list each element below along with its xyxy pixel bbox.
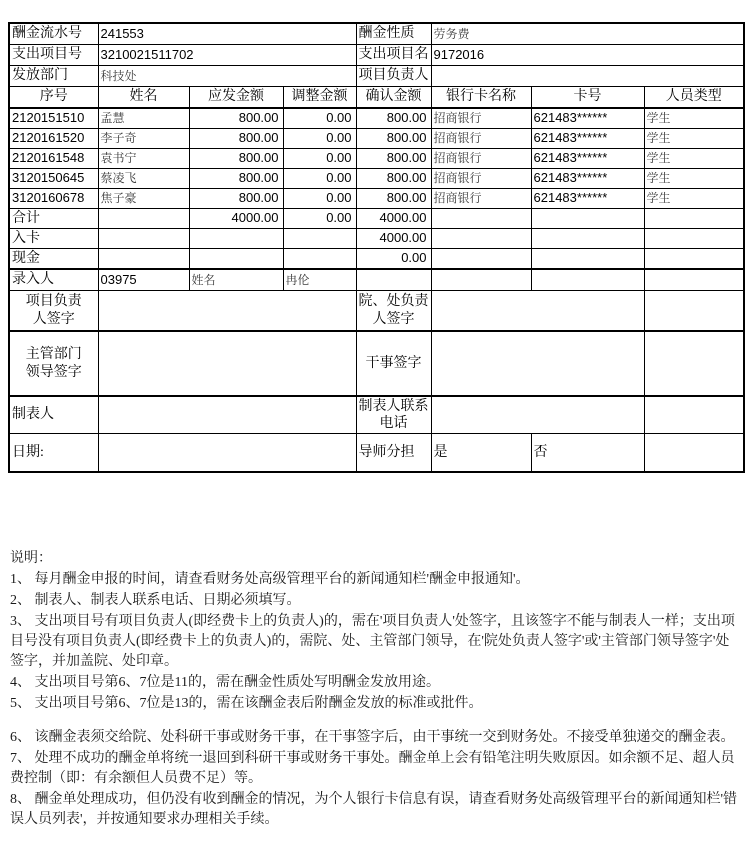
dept-head-sign-area <box>431 291 644 332</box>
cell-card: 621483****** <box>531 169 644 189</box>
empty-cell <box>644 396 744 434</box>
recorder-row <box>9 269 744 291</box>
dept-label: 发放部门 <box>9 66 98 87</box>
dept-value: 科技处 <box>98 66 356 87</box>
note-item: 1、 每月酬金申报的时间，请查看财务处高级管理平台的新闻通知栏'酬金申报通知'。 <box>10 572 530 587</box>
total-confirm: 4000.00 <box>356 209 431 229</box>
empty-cell <box>644 249 744 270</box>
empty-cell <box>98 209 189 229</box>
notes-section <box>10 549 740 830</box>
empty-cell <box>189 249 283 270</box>
cell-confirm: 800.00 <box>356 108 431 129</box>
card-in-confirm: 4000.00 <box>356 229 431 249</box>
expense-no-label: 支出项目号 <box>9 45 98 66</box>
cell-bank: 招商银行 <box>431 149 531 169</box>
cell-name: 焦子豪 <box>98 189 189 209</box>
table-row <box>9 129 744 149</box>
cell-card: 621483****** <box>531 129 644 149</box>
cell-bank: 招商银行 <box>431 169 531 189</box>
table-row <box>9 169 744 189</box>
tutor-share-yes: 是 <box>431 434 531 473</box>
cell-seq: 3120160678 <box>9 189 98 209</box>
empty-cell <box>283 229 356 249</box>
empty-cell <box>644 434 744 473</box>
note-item: 4、 支出项目号第6、7位是11的，需在酬金性质处写明酬金发放用途。 <box>10 675 440 690</box>
expense-name-value: 9172016 <box>431 45 744 66</box>
cell-name: 蔡凌飞 <box>98 169 189 189</box>
empty-cell <box>531 209 644 229</box>
total-label: 合计 <box>9 209 98 229</box>
table-row <box>9 189 744 209</box>
leader-label: 项目负责人 <box>356 66 431 87</box>
note-item: 8、 酬金单处理成功，但仍没有收到酬金的情况，为个人银行卡信息有误，请查看财务处高级管理平台的新闻通知栏'错误人员列表'，并按通知要求办理相关手续。 <box>10 792 738 827</box>
table-row <box>9 149 744 169</box>
cell-payable: 800.00 <box>189 129 283 149</box>
empty-cell <box>98 229 189 249</box>
recorder-label: 录入人 <box>9 269 98 291</box>
clerk-sign-area <box>431 331 644 396</box>
cell-confirm: 800.00 <box>356 189 431 209</box>
empty-cell <box>644 331 744 396</box>
remuneration-form-table <box>8 22 745 473</box>
note-item: 5、 支出项目号第6、7位是13的，需在该酬金表后附酬金发放的标准或批件。 <box>10 696 483 711</box>
recorder-code: 03975 <box>98 269 189 291</box>
cash-row <box>9 249 744 270</box>
signature-row-2 <box>9 331 744 396</box>
cell-bank: 招商银行 <box>431 129 531 149</box>
total-payable: 4000.00 <box>189 209 283 229</box>
empty-cell <box>644 269 744 291</box>
preparer-label: 制表人 <box>9 396 98 434</box>
note-item: 3、 支出项目号有项目负责人(即经费卡上的负责人)的，需在'项目负责人'处签字，且该签字不能与制表人一样；支出项目号没有项目负责人(即经费卡上的负责人)的，需院、处、主管部门领导，在'院处负责人签字'或'主管部门领导签字'处签字，并加盖院、处印章。 <box>10 614 735 669</box>
col-header-name: 姓名 <box>98 87 189 109</box>
note-item: 2、 制表人、制表人联系电话、日期必须填写。 <box>10 593 301 608</box>
card-in-row <box>9 229 744 249</box>
col-header-confirm: 确认金额 <box>356 87 431 109</box>
cash-label: 现金 <box>9 249 98 270</box>
serial-no-value: 241553 <box>98 23 356 45</box>
cell-card: 621483****** <box>531 189 644 209</box>
cell-confirm: 800.00 <box>356 169 431 189</box>
cell-payable: 800.00 <box>189 108 283 129</box>
empty-cell <box>531 269 644 291</box>
preparer-area <box>98 396 356 434</box>
card-in-label: 入卡 <box>9 229 98 249</box>
date-row <box>9 434 744 473</box>
cell-type: 学生 <box>644 169 744 189</box>
cell-seq: 2120161548 <box>9 149 98 169</box>
col-header-card: 卡号 <box>531 87 644 109</box>
col-header-payable: 应发金额 <box>189 87 283 109</box>
col-header-bank: 银行卡名称 <box>431 87 531 109</box>
empty-cell <box>644 209 744 229</box>
nature-value: 劳务费 <box>431 23 744 45</box>
cell-confirm: 800.00 <box>356 129 431 149</box>
empty-cell <box>189 229 283 249</box>
notes-title: 说明： <box>10 551 52 566</box>
preparer-row <box>9 396 744 434</box>
cell-adjust: 0.00 <box>283 189 356 209</box>
empty-cell <box>283 249 356 270</box>
dept-head-sign-label: 院、处负责人签字 <box>356 291 431 332</box>
note-item: 6、 该酬金表须交给院、处科研干事或财务干事，在干事签字后，由干事统一交到财务处。不接受单独递交的酬金表。 <box>10 730 735 745</box>
empty-cell <box>431 209 531 229</box>
cell-type: 学生 <box>644 149 744 169</box>
signature-row-1 <box>9 291 744 332</box>
clerk-sign-label: 干事签字 <box>356 331 431 396</box>
cash-confirm: 0.00 <box>356 249 431 270</box>
leader-value <box>431 66 744 87</box>
empty-cell <box>431 229 531 249</box>
date-area <box>98 434 356 473</box>
tutor-share-label: 导师分担 <box>356 434 431 473</box>
col-header-type: 人员类型 <box>644 87 744 109</box>
cell-type: 学生 <box>644 129 744 149</box>
cell-name: 袁书宁 <box>98 149 189 169</box>
recorder-name-value: 冉伦 <box>283 269 356 291</box>
cell-seq: 2120161520 <box>9 129 98 149</box>
cell-adjust: 0.00 <box>283 169 356 189</box>
cell-payable: 800.00 <box>189 149 283 169</box>
empty-cell <box>431 269 531 291</box>
project-leader-sign-label: 项目负责人签字 <box>9 291 98 332</box>
tutor-share-no: 否 <box>531 434 644 473</box>
cell-card: 621483****** <box>531 108 644 129</box>
nature-label: 酬金性质 <box>356 23 431 45</box>
cell-name: 孟慧 <box>98 108 189 129</box>
empty-cell <box>356 269 431 291</box>
empty-cell <box>431 249 531 270</box>
cell-bank: 招商银行 <box>431 189 531 209</box>
empty-cell <box>531 229 644 249</box>
cell-bank: 招商银行 <box>431 108 531 129</box>
preparer-phone-area <box>431 396 644 434</box>
table-header-row <box>9 87 744 109</box>
cell-name: 李子奇 <box>98 129 189 149</box>
empty-cell <box>644 229 744 249</box>
cell-adjust: 0.00 <box>283 129 356 149</box>
cell-type: 学生 <box>644 108 744 129</box>
note-item: 7、 处理不成功的酬金单将统一退回到科研干事或财务干事处。酬金单上会有铅笔注明失败原因。如余额不足、超人员费控制（即：有余额但人员费不足）等。 <box>10 751 735 786</box>
cell-adjust: 0.00 <box>283 149 356 169</box>
table-row <box>9 108 744 129</box>
col-header-seq: 序号 <box>9 87 98 109</box>
empty-cell <box>98 249 189 270</box>
project-leader-sign-area <box>98 291 356 332</box>
cell-card: 621483****** <box>531 149 644 169</box>
cell-payable: 800.00 <box>189 189 283 209</box>
supervisor-sign-area <box>98 331 356 396</box>
col-header-adjust: 调整金额 <box>283 87 356 109</box>
cell-adjust: 0.00 <box>283 108 356 129</box>
supervisor-sign-label: 主管部门领导签字 <box>9 331 98 396</box>
preparer-phone-label: 制表人联系电话 <box>356 396 431 434</box>
recorder-name-label: 姓名 <box>189 269 283 291</box>
empty-cell <box>531 249 644 270</box>
cell-type: 学生 <box>644 189 744 209</box>
serial-no-label: 酬金流水号 <box>9 23 98 45</box>
total-adjust: 0.00 <box>283 209 356 229</box>
total-row <box>9 209 744 229</box>
cell-seq: 2120151510 <box>9 108 98 129</box>
expense-no-value: 3210021511702 <box>98 45 356 66</box>
cell-confirm: 800.00 <box>356 149 431 169</box>
expense-name-label: 支出项目名 <box>356 45 431 66</box>
date-label: 日期: <box>9 434 98 473</box>
empty-cell <box>644 291 744 332</box>
cell-payable: 800.00 <box>189 169 283 189</box>
cell-seq: 3120150645 <box>9 169 98 189</box>
